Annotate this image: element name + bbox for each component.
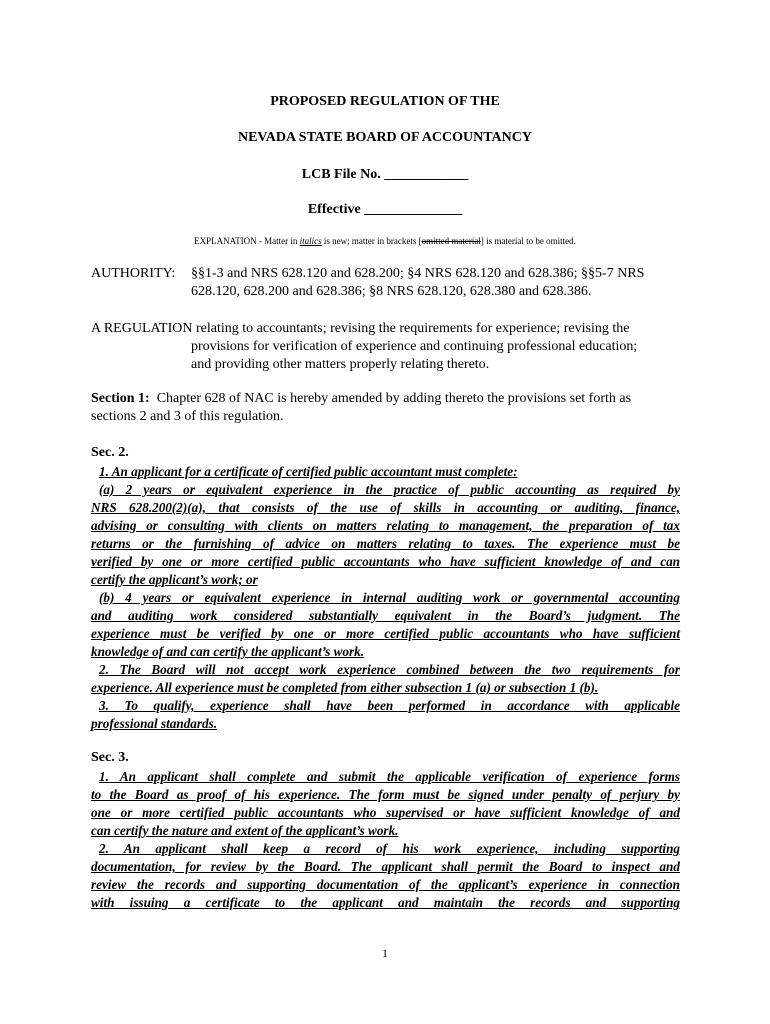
explanation-prefix: EXPLANATION - Matter in [194,236,300,246]
sec3-line: 2. An applicant shall keep a record of his work experience, including supporting [99,841,680,856]
page-number: 1 [382,946,388,960]
section1-line-1 [91,391,631,407]
section1-text: Chapter 628 of NAC is hereby amended by adding thereto the provisions set forth as [156,391,632,406]
sec2-line: experience must be verified by one or more certified public accountants who have sufficient [91,626,680,641]
authority-line-1: §§1-3 and NRS 628.120 and 628.200; §4 NRS 628.120 and 628.386; §§5-7 NRS [191,266,645,281]
sec2-line: (b) 4 years or equivalent experience in internal auditing work or governmental accounting [99,590,680,605]
sec2-line: 2. The Board will not accept work experience combined between the two requirements for [99,662,680,677]
regulation-line-1: A REGULATION relating to accountants; revising the requirements for experience; revising the [91,321,630,336]
sec3-line: review the records and supporting documentation of the applicant’s experience in connection [91,877,680,892]
explanation-suffix: ] is material to be omitted. [480,236,576,246]
explanation-line [0,236,770,246]
regulation-line-2: provisions for verification of experience and continuing professional education; [191,339,638,354]
sec2-line: and auditing work considered substantially equivalent in the Board’s judgment. The [91,608,680,623]
sec2-line: NRS 628.200(2)(a), that consists of the use of skills in accounting or auditing, finance, [91,500,680,515]
sec3-line: one or more certified public accountants who supervised or have sufficient knowledge of and [91,805,680,820]
sec3-line: documentation, for review by the Board. The applicant shall permit the Board to inspect and [91,859,680,874]
sec2-line: (a) 2 years or equivalent experience in the practice of public accounting as required by [99,482,680,497]
section1-line-2: sections 2 and 3 of this regulation. [91,409,284,424]
sec2-line: 1. An applicant for a certificate of certified public accountant must complete: [99,464,518,479]
section1-label: Section 1: [91,391,150,406]
sec2-heading: Sec. 2. [91,445,129,460]
sec3-line: can certify the nature and extent of the applicant’s work. [91,823,399,838]
sec3-heading: Sec. 3. [91,750,129,765]
title-line-1: PROPOSED REGULATION OF THE [270,94,500,109]
explanation-italics: italics [299,236,322,246]
sec2-line: verified by one or more certified public accountants who have sufficient knowledge of and can [91,554,680,569]
sec2-line: returns or the furnishing of advice on matters relating to taxes. The experience must be [91,536,680,551]
title-line-2: NEVADA STATE BOARD OF ACCOUNTANCY [237,130,533,145]
explanation-omitted: omitted material [421,236,481,246]
sec2-line: knowledge of and can certify the applicant’s work. [91,644,365,659]
effective-date: Effective ______________ [307,202,463,217]
sec3-line: 1. An applicant shall complete and submit the applicable verification of experience forms [99,769,680,784]
sec3-line: with issuing a certificate to the applicant and maintain the records and supporting [91,895,680,910]
regulation-line-3: and providing other matters properly relating thereto. [191,357,490,372]
sec2-line: certify the applicant’s work; or [91,572,258,587]
sec2-line: professional standards. [91,716,218,731]
authority-line-2: 628.120, 628.200 and 628.386; §8 NRS 628.120, 628.380 and 628.386. [191,284,592,299]
sec3-line: to the Board as proof of his experience. The form must be signed under penalty of perjury by [91,787,680,802]
authority-label: AUTHORITY: [91,266,176,281]
sec2-line: experience. All experience must be completed from either subsection 1 (a) or subsection 1 (b). [91,680,599,695]
explanation-middle: is new; matter in brackets [ [321,236,422,246]
sec2-line: advising or consulting with clients on matters relating to management, the preparation of tax [91,518,680,533]
lcb-file-number: LCB File No. ____________ [301,167,469,182]
sec2-line: 3. To qualify, experience shall have been performed in accordance with applicable [99,698,680,713]
